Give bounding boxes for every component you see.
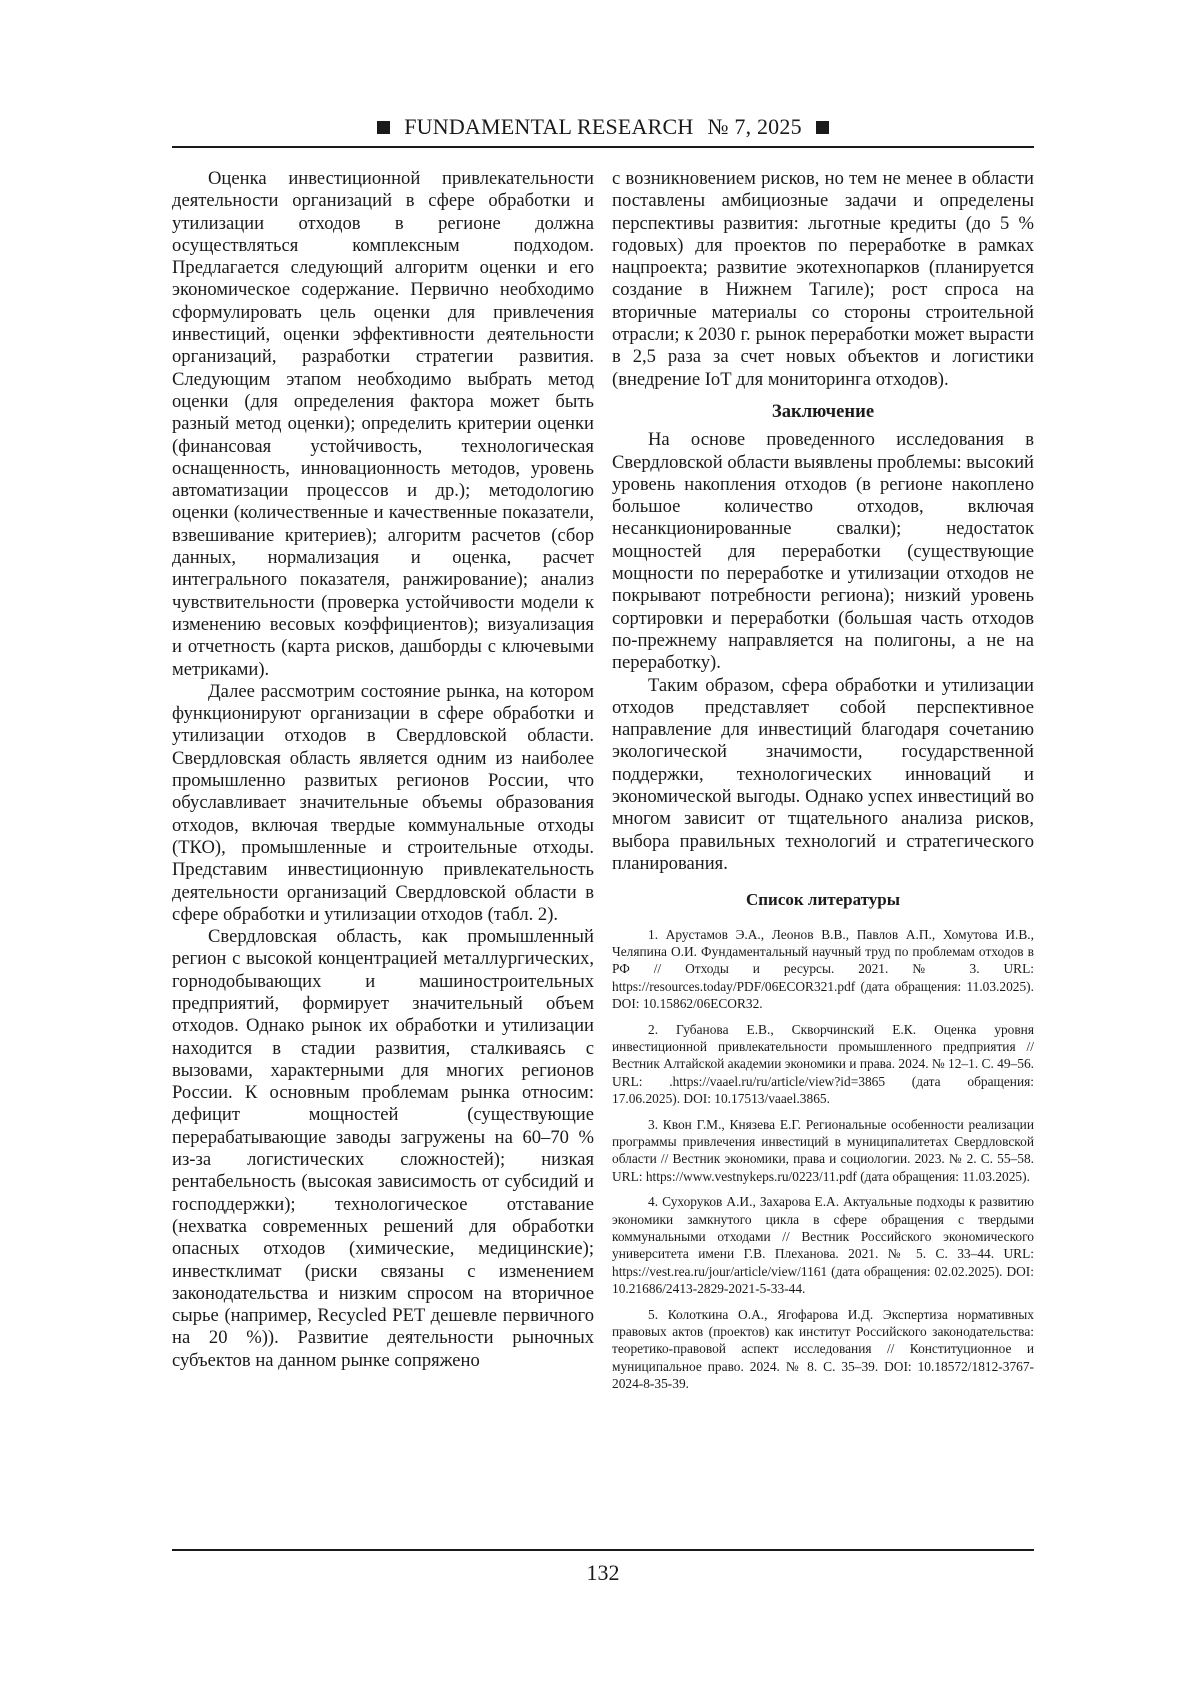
body-paragraph: Таким образом, сфера обработки и утилизации отходов представляет собой перспективное направление для инвестиций благодаря сочетанию экологической значимости, государственной поддержки, технологических инноваций и экономической выгоды. Однако успех инвестиций во многом зависит от тщательного анализа рисков, выбора правильных технологий и стратегического планирования. xyxy=(612,674,1034,874)
reference-item: 4. Сухоруков А.И., Захарова Е.А. Актуальные подходы к развитию экономики замкнутого цикла в сфере обращения с твердыми коммунальными отходами // Вестник Российского экономического университета имени Г.В. Плеханова. 2021. № 5. С. 33–44. URL: https://vest.rea.ru/jour/article/view/1161 (дата обращения: 02.02.2025). DOI: 10.21686/2413-2829-2021-5-33-44. xyxy=(612,1194,1034,1297)
reference-item: 5. Колоткина О.А., Ягофарова И.Д. Экспертиза нормативных правовых актов (проектов) как институт Российского законодательства: теоретико-правовой аспект исследования // Конституционное и муниципальное право. 2024. № 8. С. 35–39. DOI: 10.18572/1812-3767-2024-8-35-39. xyxy=(612,1306,1034,1392)
reference-item: 1. Арустамов Э.А., Леонов В.В., Павлов А.П., Хомутова И.В., Челяпина О.И. Фундаментальный научный труд по проблемам отходов в РФ // Отходы и ресурсы. 2021. № 3. URL: https://resources.today/PDF/06ECOR321.pdf (дата обращения: 11.03.2025). DOI: 10.15862/06ECOR32. xyxy=(612,926,1034,1012)
body-paragraph: Далее рассмотрим состояние рынка, на котором функционируют организации в сфере обработки и утилизации отходов в Свердловской области. Свердловская область является одним из наиболее промышленно развитых регионов России, что обуславливает значительные объемы образования отходов, включая твердые коммунальные отходы (ТКО), промышленные и строительные отходы. Представим инвестиционную привлекательность деятельности организаций Свердловской области в сфере обработки и утилизации отходов (табл. 2). xyxy=(172,680,594,925)
footer-divider xyxy=(172,1549,1034,1551)
body-paragraph: На основе проведенного исследования в Свердловской области выявлены проблемы: высокий уровень накопления отходов (в регионе накоплено большое количество отходов, включая несанкционированные свалки); недостаток мощностей для переработки (существующие мощности по переработке и утилизации отходов не покрывают потребности региона); низкий уровень сортировки и переработки (большая часть отходов по-прежнему направляется на полигоны, а не на переработку). xyxy=(612,429,1035,674)
square-bullet-icon xyxy=(377,121,390,134)
square-bullet-icon xyxy=(816,121,829,134)
body-paragraph-continued: с возникновением рисков, но тем не менее в области поставлены амбициозные задачи и определены перспективы развития: льготные кредиты (до 5 % годовых) для проектов по переработке в рамках нацпроекта; развитие экотехнопарков (планируется создание в Нижнем Тагиле); рост спроса на вторичные материалы со стороны строительной отрасли; к 2030 г. рынок переработки может вырасти в 2,5 раза за счет новых объектов и логистики (внедрение IoT для мониторинга отходов). xyxy=(612,168,1034,390)
journal-name: FUNDAMENTAL RESEARCH xyxy=(404,114,694,139)
conclusion-heading: Заключение xyxy=(771,400,875,422)
header-divider xyxy=(172,146,1034,148)
running-header xyxy=(172,110,1034,144)
body-paragraph: Свердловская область, как промышленный регион с высокой концентрацией металлургических, горнодобывающих и машиностроительных предприятий, формирует значительный объем отходов. Однако рынок их обработки и утилизации находится в стадии развития, сталкиваясь с вызовами, характерными для многих регионов России. К основным проблемам рынка относим: дефицит мощностей (существующие перерабатывающие заводы загружены на 60–70 % из-за логистических сложностей); низкая рентабельность (высокая зависимость от субсидий и господдержки); технологическое отставание (нехватка современных решений для обработки опасных отходов (химические, медицинские); инвестклимат (риски связаны с изменением законодательства и низким спросом на вторичное сырье (например, Recycled PET дешевле первичного на 20 %)). Развитие деятельности рыночных субъектов на данном рынке сопряжено xyxy=(172,926,594,1371)
body-paragraph: Оценка инвестиционной привлекательности деятельности организаций в сфере обработки и утилизации отходов в регионе должна осуществляться комплексным подходом. Предлагается следующий алгоритм оценки и его экономическое содержание. Первично необходимо сформулировать цель оценки для привлечения инвестиций, оценки эффективности деятельности организаций, разработки стратегии развития. Следующим этапом необходимо выбрать метод оценки (для определения фактора может быть разный метод оценки); определить критерии оценки (финансовая устойчивость, технологическая оснащенность, инновационность методов, уровень автоматизации процессов и др.); методологию оценки (количественные и качественные показатели, взвешивание критериев); алгоритм расчетов (сбор данных, нормализация и оценка, расчет интегрального показателя, ранжирование); анализ чувствительности (проверка устойчивости модели к изменению весовых коэффициентов); визуализация и отчетность (карта рисков, дашборды с ключевыми метриками). xyxy=(172,168,594,680)
reference-item: 2. Губанова Е.В., Скворчинский Е.К. Оценка уровня инвестиционной привлекательности промышленного предприятия // Вестник Алтайской академии экономики и права. 2024. № 12–1. С. 49–56. URL: .https://vaael.ru/ru/article/view?id=3865 (дата обращения: 17.06.2025). DOI: 10.17513/vaael.3865. xyxy=(612,1021,1034,1107)
references-heading: Список литературы xyxy=(745,890,901,910)
left-column xyxy=(172,168,594,1372)
reference-item: 3. Квон Г.М., Князева Е.Г. Региональные особенности реализации программы привлечения инвестиций в муниципалитетах Свердловской области // Вестник экономики, права и социологии. 2023. № 2. С. 55–58. URL: https://www.vestnykeps.ru/0223/11.pdf (дата обращения: 11.03.2025). xyxy=(612,1116,1034,1184)
issue-number: № 7, 2025 xyxy=(707,114,802,139)
page-number: 132 xyxy=(586,1560,620,1585)
right-column xyxy=(612,168,1034,1401)
